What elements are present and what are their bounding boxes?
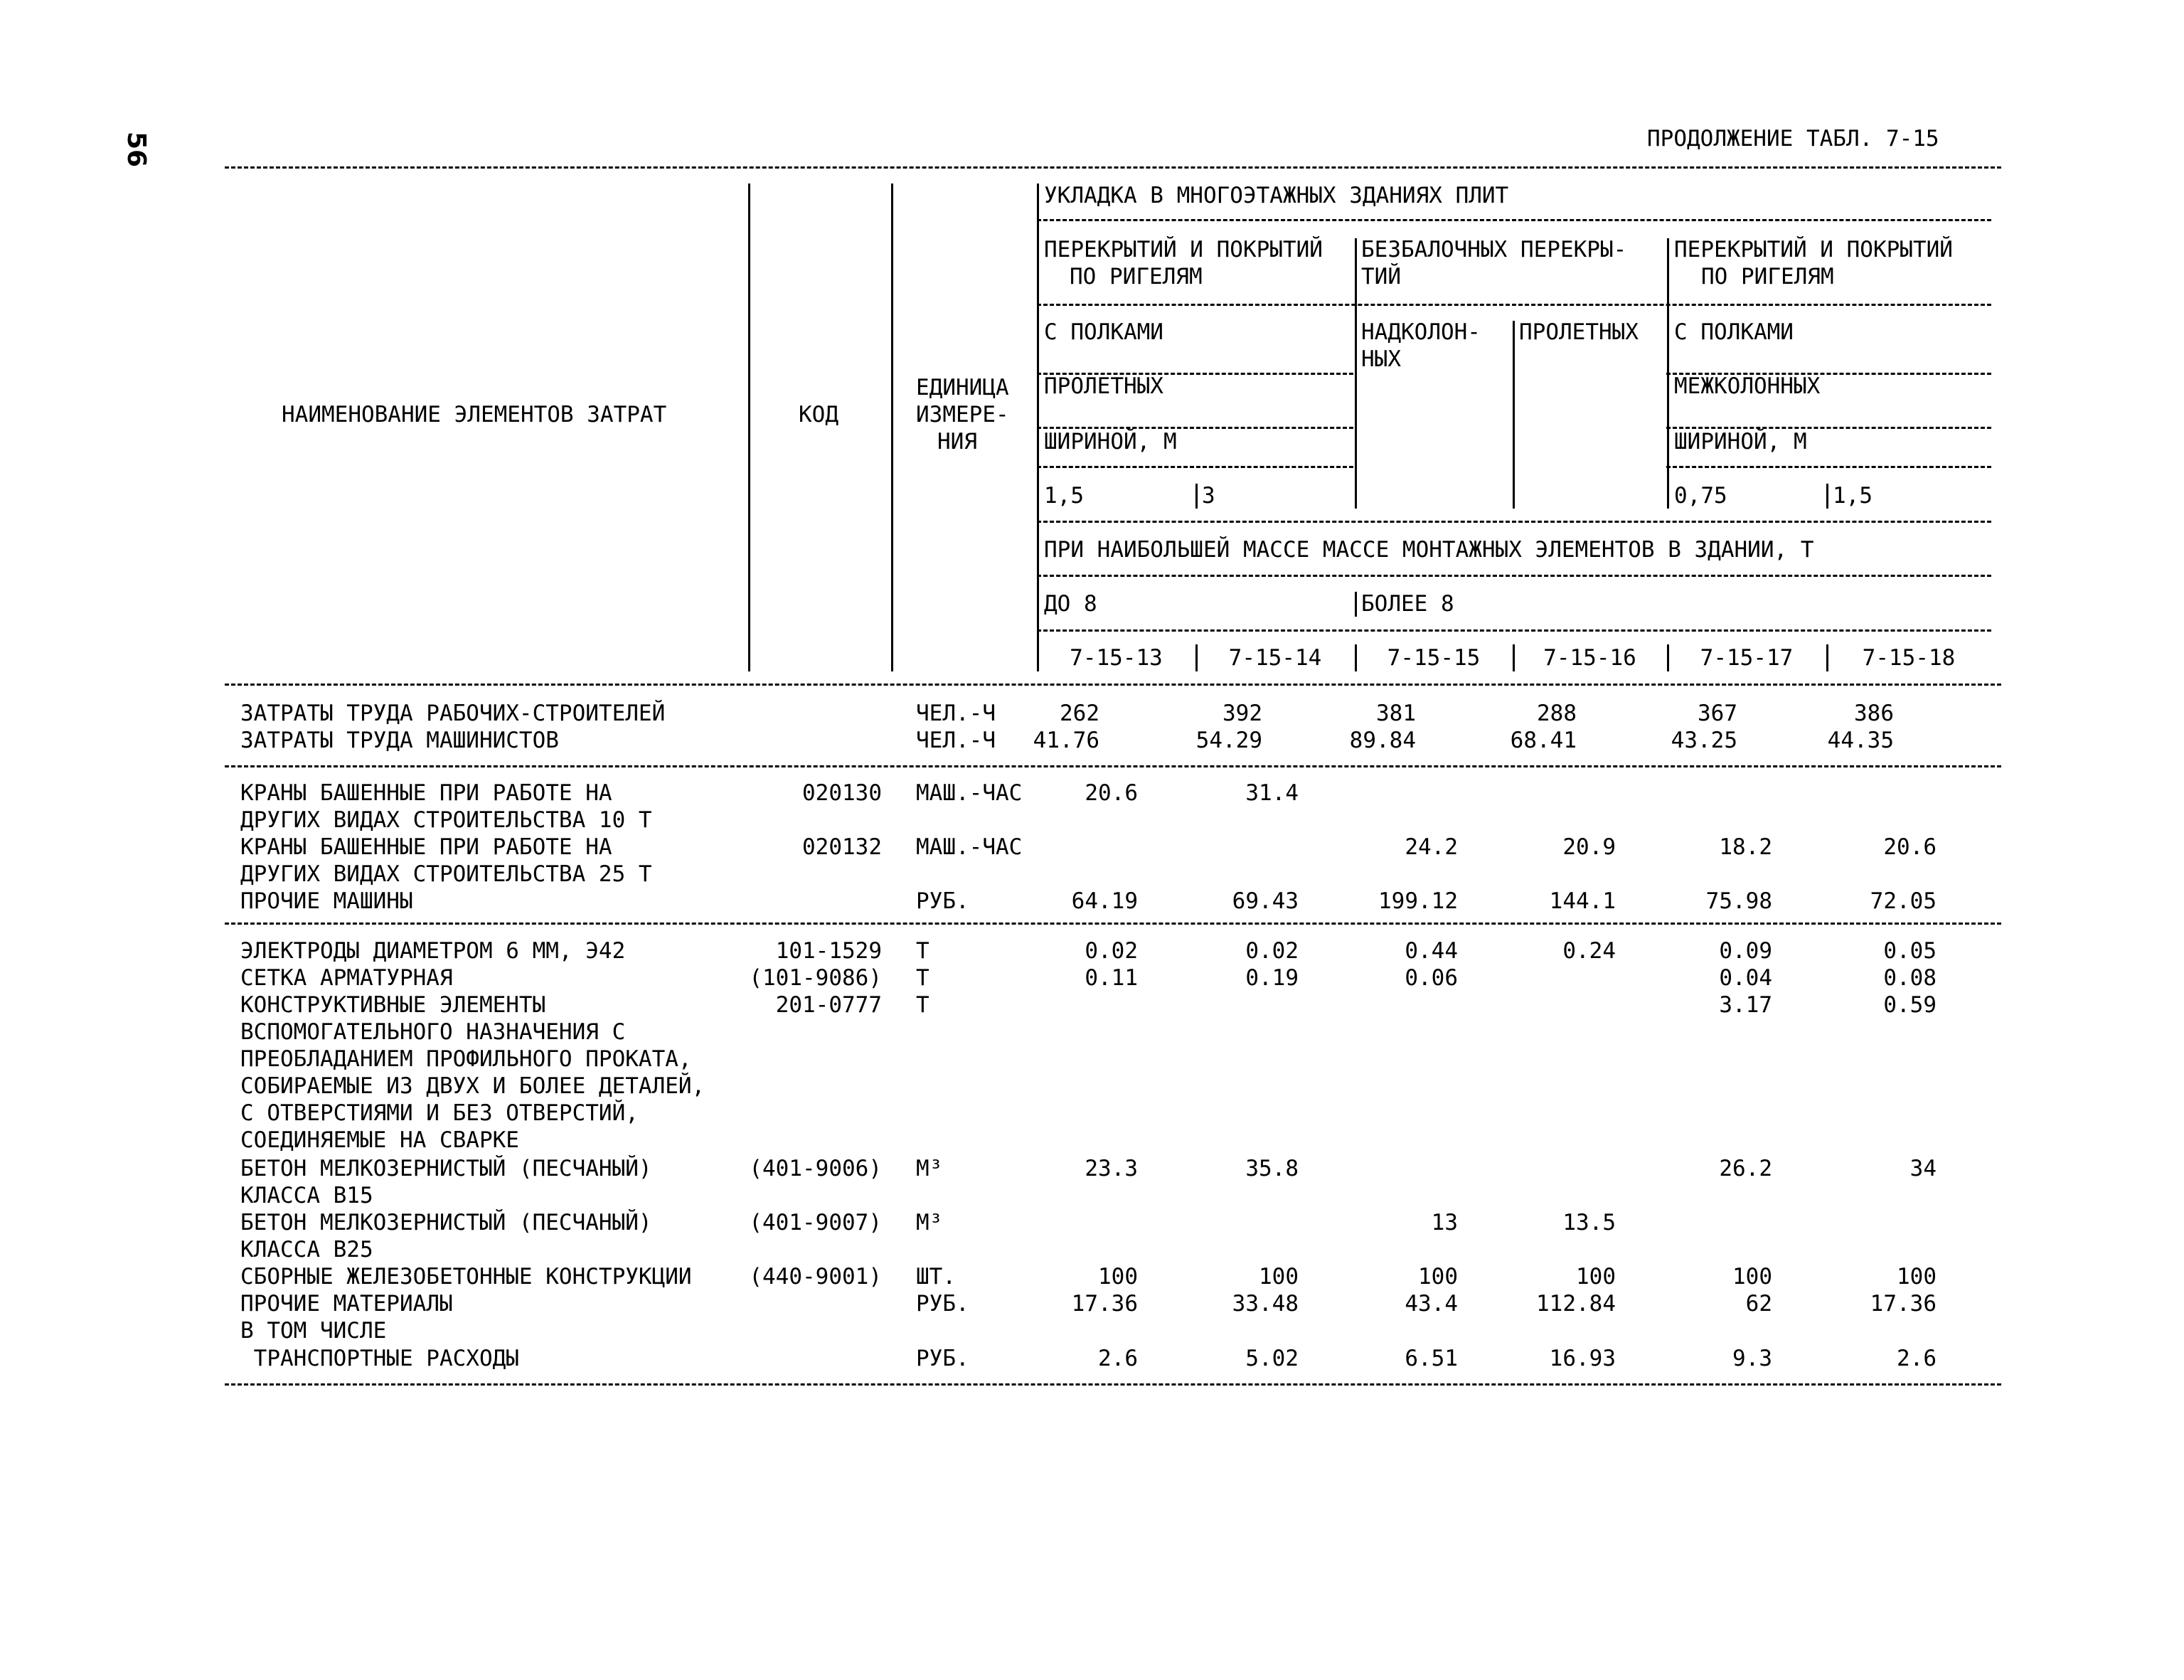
header-up-to-8: ДО 8 [1044, 591, 1097, 617]
rule-h1 [1037, 219, 1991, 221]
row-value: 367 [1698, 701, 1737, 726]
row-value: 0.44 [1405, 938, 1458, 964]
row-value: 2.6 [1897, 1346, 1937, 1371]
row-unit: Т [916, 992, 929, 1018]
header-unit-2: ИЗМЕРЕ- [916, 402, 1009, 427]
row-name-line: СОБИРАЕМЫЕ ИЗ ДВУХ И БОЛЕЕ ДЕТАЛЕЙ, [240, 1073, 705, 1099]
row-value: 0.08 [1883, 965, 1937, 991]
row-value: 89.84 [1349, 728, 1416, 753]
row-value: 386 [1854, 701, 1894, 726]
row-unit: Т [916, 938, 929, 964]
row-value: 33.48 [1232, 1291, 1299, 1317]
row-value: 54.29 [1195, 728, 1262, 753]
row-value: 20.6 [1085, 780, 1138, 806]
header-with-shelves-1: С ПОЛКАМИ [1044, 319, 1163, 345]
row-name-line: ПРЕОБЛАДАНИЕМ ПРОФИЛЬНОГО ПРОКАТА, [240, 1046, 692, 1072]
row-value: 34 [1909, 1156, 1937, 1181]
vrule-g1 [1355, 238, 1357, 509]
header-with-shelves-2: С ПОЛКАМИ [1674, 319, 1794, 345]
row-unit: Т [916, 965, 929, 991]
row-value: 0.09 [1719, 938, 1772, 964]
vrule-w2 [1826, 484, 1828, 509]
header-unit-3: НИЯ [937, 429, 977, 454]
header-g3-line2: ПО РИГЕЛЯМ [1701, 264, 1834, 289]
row-code: (401-9007) [749, 1210, 882, 1235]
row-code: (440-9001) [749, 1264, 882, 1290]
rule-h5a [1037, 466, 1353, 468]
row-value: 24.2 [1405, 834, 1458, 860]
header-proletnyh: ПРОЛЕТНЫХ [1519, 319, 1639, 345]
rule-h2 [1037, 304, 1991, 306]
row-unit: РУБ. [916, 1346, 969, 1371]
row-code: 020132 [802, 834, 882, 860]
header-w-3: 3 [1202, 483, 1215, 509]
row-unit: РУБ. [916, 888, 969, 914]
row-name-line: ПРОЧИЕ МАТЕРИАЛЫ [240, 1291, 453, 1317]
header-mezhkolonnyh: МЕЖКОЛОННЫХ [1674, 373, 1821, 399]
header-width-2: ШИРИНОЙ, М [1674, 429, 1807, 454]
row-value: 2.6 [1098, 1346, 1138, 1371]
rule-machines-bottom [225, 923, 2001, 925]
row-name-line: ДРУГИХ ВИДАХ СТРОИТЕЛЬСТВА 10 Т [240, 807, 652, 833]
row-value: 262 [1060, 701, 1099, 726]
row-name-line: С ОТВЕРСТИЯМИ И БЕЗ ОТВЕРСТИЙ, [240, 1100, 639, 1126]
header-g1-line2: ПО РИГЕЛЯМ [1070, 264, 1203, 289]
row-value: 5.02 [1245, 1346, 1299, 1371]
header-name: НАИМЕНОВАНИЕ ЭЛЕМЕНТОВ ЗАТРАТ [282, 402, 667, 427]
row-value: 100 [1897, 1264, 1937, 1290]
rule-top [225, 166, 2001, 169]
header-unit-1: ЕДИНИЦА [916, 375, 1009, 400]
row-value: 23.3 [1085, 1156, 1138, 1181]
header-w-15b: 1,5 [1833, 483, 1873, 509]
row-value: 64.19 [1071, 888, 1138, 914]
row-value: 100 [1732, 1264, 1772, 1290]
row-code: (401-9006) [749, 1156, 882, 1181]
row-value: 35.8 [1245, 1156, 1299, 1181]
row-value: 3.17 [1719, 992, 1772, 1018]
header-width-1: ШИРИНОЙ, М [1044, 429, 1177, 454]
header-code-6: 7-15-18 [1862, 645, 1956, 671]
header-code-1: 7-15-13 [1070, 645, 1163, 671]
row-value: 0.06 [1405, 965, 1458, 991]
row-code: (101-9086) [749, 965, 882, 991]
row-value: 0.02 [1245, 938, 1299, 964]
row-value: 100 [1098, 1264, 1138, 1290]
rule-h8 [1037, 629, 1991, 632]
row-value: 31.4 [1245, 780, 1299, 806]
header-code-5: 7-15-17 [1700, 645, 1794, 671]
row-value: 6.51 [1405, 1346, 1458, 1371]
row-code: 101-1529 [775, 938, 882, 964]
row-value: 17.36 [1071, 1291, 1138, 1317]
row-value: 26.2 [1719, 1156, 1772, 1181]
row-unit: М³ [916, 1156, 943, 1181]
row-value: 44.35 [1827, 728, 1894, 753]
rule-bottom [225, 1383, 2001, 1386]
header-nadkolon-2: НЫХ [1361, 346, 1401, 372]
row-name-line: ДРУГИХ ВИДАХ СТРОИТЕЛЬСТВА 25 Т [240, 861, 652, 887]
row-value: 20.9 [1562, 834, 1616, 860]
row-name-line: В ТОМ ЧИСЛЕ [240, 1318, 387, 1344]
row-unit: М³ [916, 1210, 943, 1235]
row-value: 13 [1431, 1210, 1458, 1235]
vrule-mass [1355, 592, 1357, 617]
vrule-g2b [1513, 321, 1515, 509]
header-more-8: БОЛЕЕ 8 [1361, 591, 1454, 617]
header-g2-line2: ТИЙ [1361, 264, 1401, 289]
vrule-g2 [1667, 238, 1669, 509]
rule-h5b [1666, 466, 1991, 468]
row-value: 100 [1259, 1264, 1299, 1290]
header-code-2: 7-15-14 [1228, 645, 1322, 671]
header-code-3: 7-15-15 [1387, 645, 1481, 671]
row-value: 9.3 [1732, 1346, 1772, 1371]
row-value: 20.6 [1883, 834, 1937, 860]
vrule-w1 [1195, 484, 1198, 509]
row-value: 0.05 [1883, 938, 1937, 964]
header-g2-line1: БЕЗБАЛОЧНЫХ ПЕРЕКРЫ- [1361, 237, 1627, 262]
row-value: 100 [1418, 1264, 1458, 1290]
header-code: КОД [799, 402, 838, 427]
row-name-line: КЛАССА В15 [240, 1183, 373, 1208]
row-value: 0.11 [1085, 965, 1138, 991]
row-name-line: ПРОЧИЕ МАШИНЫ [240, 888, 413, 914]
rule-h6 [1037, 521, 1991, 523]
rule-labor-bottom [225, 765, 2001, 767]
row-value: 0.59 [1883, 992, 1937, 1018]
header-proletnyh-2: ПРОЛЕТНЫХ [1044, 373, 1163, 399]
row-name-line: ВСПОМОГАТЕЛЬНОГО НАЗНАЧЕНИЯ С [240, 1019, 626, 1045]
row-value: 16.93 [1549, 1346, 1616, 1371]
vrule-unit [1037, 184, 1039, 671]
row-value: 17.36 [1870, 1291, 1937, 1317]
row-name-line: КРАНЫ БАШЕННЫЕ ПРИ РАБОТЕ НА [240, 834, 612, 860]
row-value: 0.24 [1562, 938, 1616, 964]
row-value: 72.05 [1870, 888, 1937, 914]
rule-header-bottom [225, 684, 2001, 686]
row-value: 0.02 [1085, 938, 1138, 964]
row-value: 13.5 [1562, 1210, 1616, 1235]
row-value: 68.41 [1510, 728, 1577, 753]
row-name-line: ЗАТРАТЫ ТРУДА МАШИНИСТОВ [240, 728, 559, 753]
row-value: 69.43 [1232, 888, 1299, 914]
row-value: 62 [1745, 1291, 1772, 1317]
row-unit: ЧЕЛ.-Ч [916, 701, 996, 726]
header-group-title: УКЛАДКА В МНОГОЭТАЖНЫХ ЗДАНИЯХ ПЛИТ [1044, 183, 1509, 208]
row-name-line: КРАНЫ БАШЕННЫЕ ПРИ РАБОТЕ НА [240, 780, 612, 806]
table-caption: ПРОДОЛЖЕНИЕ ТАБЛ. 7-15 [1647, 126, 1939, 151]
header-mass-title: ПРИ НАИБОЛЬШЕЙ МАССЕ МАССЕ МОНТАЖНЫХ ЭЛЕМЕНТОВ В ЗДАНИИ, Т [1044, 537, 1814, 563]
row-value: 0.19 [1245, 965, 1299, 991]
page-number: 56 [122, 132, 151, 168]
row-name-line: БЕТОН МЕЛКОЗЕРНИСТЫЙ (ПЕСЧАНЫЙ) [240, 1210, 652, 1235]
row-value: 43.25 [1671, 728, 1737, 753]
vrule-name [748, 184, 750, 671]
header-g3-line1: ПЕРЕКРЫТИЙ И ПОКРЫТИЙ [1674, 237, 1953, 262]
row-unit: МАШ.-ЧАС [916, 780, 1023, 806]
header-code-4: 7-15-16 [1543, 645, 1636, 671]
row-value: 392 [1222, 701, 1262, 726]
row-name-line: КЛАССА В25 [240, 1237, 373, 1262]
row-unit: ШТ. [916, 1264, 956, 1290]
row-value: 43.4 [1405, 1291, 1458, 1317]
row-name-line: СБОРНЫЕ ЖЕЛЕЗОБЕТОННЫЕ КОНСТРУКЦИИ [240, 1264, 692, 1290]
row-unit: РУБ. [916, 1291, 969, 1317]
row-name-line: ТРАНСПОРТНЫЕ РАСХОДЫ [240, 1346, 519, 1371]
header-w-15: 1,5 [1044, 483, 1084, 509]
row-name-line: СЕТКА АРМАТУРНАЯ [240, 965, 453, 991]
row-name-line: КОНСТРУКТИВНЫЕ ЭЛЕМЕНТЫ [240, 992, 546, 1018]
row-code: 201-0777 [775, 992, 882, 1018]
row-value: 288 [1537, 701, 1577, 726]
row-name-line: БЕТОН МЕЛКОЗЕРНИСТЫЙ (ПЕСЧАНЫЙ) [240, 1156, 652, 1181]
header-g1-line1: ПЕРЕКРЫТИЙ И ПОКРЫТИЙ [1044, 237, 1323, 262]
header-w-075: 0,75 [1674, 483, 1727, 509]
rule-h7 [1037, 575, 1991, 577]
vrule-code [891, 184, 893, 671]
row-value: 41.76 [1033, 728, 1099, 753]
row-code: 020130 [802, 780, 882, 806]
row-unit: ЧЕЛ.-Ч [916, 728, 996, 753]
row-value: 18.2 [1719, 834, 1772, 860]
row-name-line: СОЕДИНЯЕМЫЕ НА СВАРКЕ [240, 1127, 519, 1153]
row-name-line: ЗАТРАТЫ ТРУДА РАБОЧИХ-СТРОИТЕЛЕЙ [240, 701, 666, 726]
header-nadkolon-1: НАДКОЛОН- [1361, 319, 1481, 345]
row-value: 112.84 [1536, 1291, 1616, 1317]
row-unit: МАШ.-ЧАС [916, 834, 1023, 860]
row-value: 100 [1576, 1264, 1616, 1290]
row-value: 381 [1376, 701, 1416, 726]
row-value: 75.98 [1705, 888, 1772, 914]
row-value: 199.12 [1378, 888, 1458, 914]
row-value: 0.04 [1719, 965, 1772, 991]
row-value: 144.1 [1549, 888, 1616, 914]
row-name-line: ЭЛЕКТРОДЫ ДИАМЕТРОМ 6 ММ, Э42 [240, 938, 626, 964]
